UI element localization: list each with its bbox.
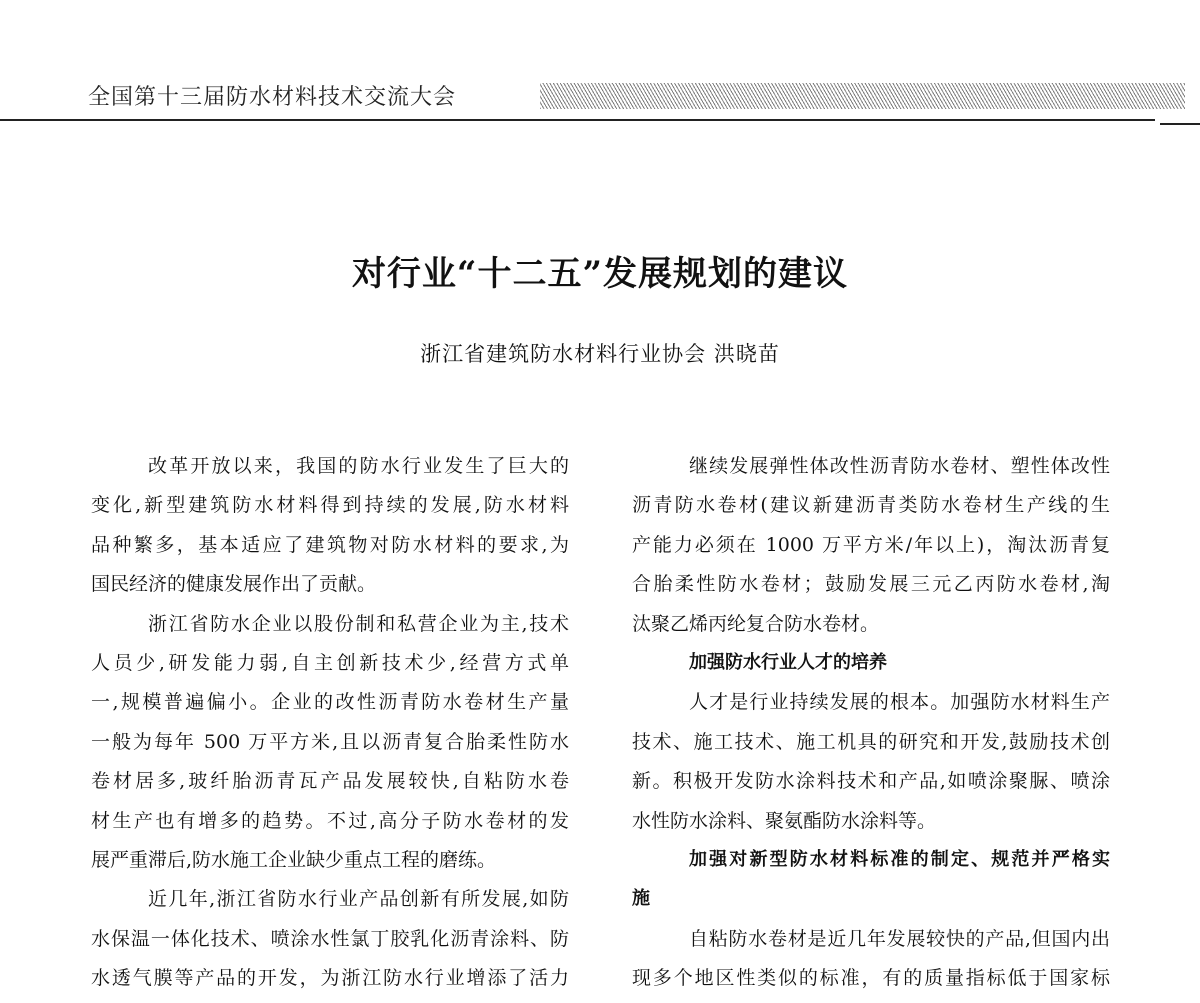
text-line: 新。积极开发防水涂料技术和产品,如喷涂聚脲、喷涂 (632, 770, 1110, 793)
text-line: 沥青防水卷材(建议新建沥青类防水卷材生产线的生 (632, 494, 1110, 517)
article-author: 浙江省建筑防水材料行业协会 洪晓苗 (420, 342, 780, 366)
text-line: 国民经济的健康发展作出了贡献。 (91, 573, 377, 596)
text-line: 技术、施工技术、施工机具的研究和开发,鼓励技术创 (632, 730, 1110, 753)
text-line: 材生产也有增多的趋势。不过,高分子防水卷材的发 (91, 809, 569, 832)
text-line: 变化,新型建筑防水材料得到持续的发展,防水材料 (91, 494, 569, 517)
article-title: 对行业“十二五”发展规划的建议 (351, 254, 849, 294)
text-line: 现多个地区性类似的标准，有的质量指标低于国家标 (632, 967, 1110, 990)
text-line: 品种繁多，基本适应了建筑物对防水材料的要求,为 (91, 533, 569, 556)
section-heading-line: 加强防水行业人才的培养 (689, 651, 887, 673)
text-line: 近几年,浙江省防水行业产品创新有所发展,如防 (148, 888, 569, 911)
header-rule (0, 119, 1155, 121)
header-rule-end (1160, 123, 1200, 125)
text-line: 自粘防水卷材是近几年发展较快的产品,但国内出 (689, 927, 1110, 950)
text-line: 改革开放以来，我国的防水行业发生了巨大的 (148, 455, 569, 477)
section-heading-line: 施 (632, 888, 650, 910)
left-column (91, 452, 569, 1003)
text-line: 一,规模普遍偏小。企业的改性沥青防水卷材生产量 (91, 691, 569, 714)
right-column (632, 452, 1110, 1003)
text-line: 合胎柔性防水卷材；鼓励发展三元乙丙防水卷材,淘 (632, 573, 1110, 596)
text-line: 一般为每年 500 万平方米,且以沥青复合胎柔性防水 (91, 730, 569, 753)
text-line: 展严重滞后,防水施工企业缺少重点工程的磨练。 (91, 848, 497, 871)
text-line: 继续发展弹性体改性沥青防水卷材、塑性体改性 (689, 455, 1110, 477)
text-line: 产能力必须在 1000 万平方米/年以上)，淘汰沥青复 (632, 533, 1110, 556)
section-heading-line: 加强对新型防水材料标准的制定、规范并严格实 (689, 848, 1110, 870)
text-line: 水保温一体化技术、喷涂水性氯丁胶乳化沥青涂料、防 (91, 927, 569, 950)
text-line: 水性防水涂料、聚氨酯防水涂料等。 (632, 809, 937, 832)
header-hatch-bar (540, 83, 1185, 109)
text-line: 水透气膜等产品的开发，为浙江防水行业增添了活力 (91, 967, 569, 990)
text-line: 卷材居多,玻纤胎沥青瓦产品发展较快,自粘防水卷 (91, 770, 569, 793)
running-title: 全国第十三届防水材料技术交流大会 (88, 85, 457, 110)
text-line: 人员少,研发能力弱,自主创新技术少,经营方式单 (91, 651, 569, 674)
text-line: 人才是行业持续发展的根本。加强防水材料生产 (689, 691, 1110, 714)
text-line: 汰聚乙烯丙纶复合防水卷材。 (632, 612, 880, 635)
text-line: 浙江省防水企业以股份制和私营企业为主,技术 (148, 612, 569, 635)
